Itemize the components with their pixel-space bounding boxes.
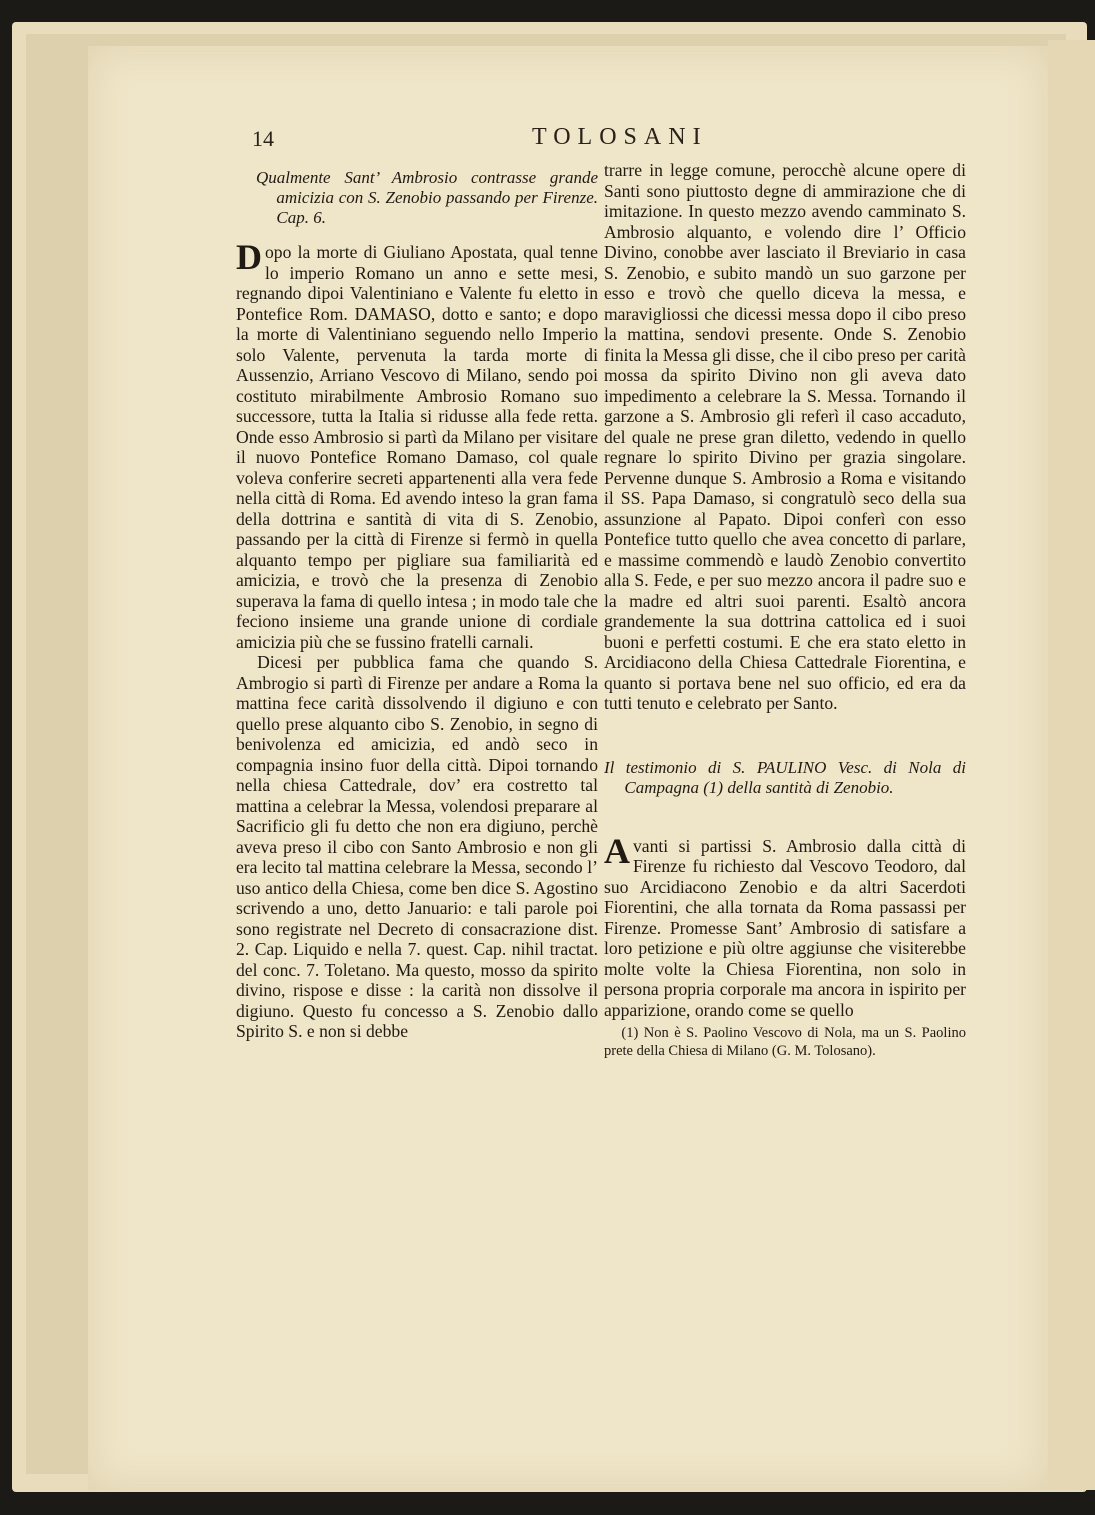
right-column [604, 160, 966, 1075]
facing-page-edge [1048, 40, 1095, 1490]
paragraph-text: opo la morte di Giuliano Apostata, qual tenne lo imperio Romano un anno e sette mesi, regnando dipoi Valentiniano e Valente fu eletto in Pontefice Rom. DAMASO, dotto e santo; e dopo la morte di Valentiniano seguendo nello Imperio solo Valente, pervenuta la tarda morte di Aussenzio, Arriano Vescovo di Milano, sendo poi costituto mirabilmente Ambrosio Romano suo successore, tutta la Italia si ridusse alla fede retta. Onde esso Ambrosio si partì da Milano per visitare il nuovo Pontefice Romano Damaso, col quale voleva conferire secreti appartenenti alla vera fede nella città di Roma. Ed avendo inteso la gran fama della dottrina e santità di vita di S. Zenobio, passando per la città di Firenze si fermò in quella alquanto tempo per pigliare sua familiarità ed amicizia, e trovò che la presenza di Zenobio superava la fama di quello intesa ; in modo tale che feciono insieme una grande unione di cordiale amicizia più che se fussino fratelli carnali. [236, 242, 598, 652]
drop-cap: A [604, 830, 630, 871]
drop-cap: D [236, 237, 262, 277]
page-number: 14 [252, 126, 274, 151]
page-header [252, 118, 972, 158]
section-heading: Il testimonio di S. PAULINO Vesc. di Nola di Campagna (1) della santità di Zenobio. [604, 757, 966, 797]
footnote: (1) Non è S. Paolino Vescovo di Nola, ma un S. Paolino prete della Chiesa di Milano (G. M. Tolosano). [604, 1025, 966, 1059]
paragraph: trarre in legge comune, perocchè alcune opere di Santi sono piuttosto degne di ammirazione che di imitazione. In questo mezzo avendo camminato S. Ambrosio alquanto, e volendo dire l’ Officio Divino, conobbe aver lasciato il Breviario in casa S. Zenobio, e subito mandò un suo garzone per esso e trovò che quello diceva la messa, e maravigliossi che dicessi messa dopo il cibo preso la mattina, sendovi presente. Onde S. Zenobio finita la Messa gli disse, che il cibo preso per carità mossa da spirito Divino non gli aveva dato impedimento a celebrare la S. Messa. Tornando il garzone a S. Ambrosio gli referì il caso accaduto, del quale ne prese gran diletto, vedendo in quello regnare lo spirito Divino per grazia singolare. Pervenne dunque S. Ambrosio a Roma e visitando il SS. Papa Damaso, si congratulò seco della sua assunzione al Papato. Dipoi conferì con esso Pontefice tutto quello che avea concetto di parlare, e massime commendò e laudò Zenobio convertito alla S. Fede, e per suo mezzo ancora il padre suo e la madre ed altri suoi parenti. Esaltò ancora grandemente la sua dottrina cattolica ed i suoi buoni e perfetti costumi. E che era stato eletto in Arcidiacono della Chiesa Cattedrale Fiorentina, e quanto si portava bene nel suo officio, ed era da tutti tenuto e celebrato per Santo. [604, 160, 966, 713]
running-head: TOLOSANI [532, 124, 708, 150]
left-column [236, 168, 598, 1042]
paragraph-text: vanti si partissi S. Ambrosio dalla città di Firenze fu richiesto dal Vescovo Teodoro, dal suo Arcidiacono Zenobio e da altri Sacerdoti Fiorentini, che alla tornata da Roma passassi per Firenze. Promesse Sant’ Ambrosio di satisfare a loro petizione e più oltre aggiunse che visiterebbe molte volte la Chiesa Fiorentina, non solo in persona propria corporale ma ancora in ispirito per apparizione, orando come se quello [604, 835, 966, 1020]
paragraph [604, 830, 966, 1021]
paragraph: Dicesi per pubblica fama che quando S. Ambrogio si partì di Firenze per andare a Roma la mattina fece carità dissolvendo il digiuno e con quello prese alquanto cibo S. Zenobio, in segno di benivolenza ed amicizia, ed andò seco in compagnia insino fuor della città. Dipoi tornando nella chiesa Cattedrale, dov’ era costretto tal mattina a celebrar la Messa, volendosi preparare al Sacrificio gli fu detto che non era digiuno, perchè aveva preso il cibo con Santo Ambrosio e non gli era lecito tal mattina celebrare la Messa, secondo l’ uso antico della Chiesa, come ben dice S. Agostino scrivendo a uno, detto Januario: e tali parole poi sono registrate nel Decreto di consacrazione dist. 2. Cap. Liquido e nella 7. quest. Cap. nihil tractat. del conc. 7. Toletano. Ma questo, mosso da spirito divino, rispose e disse : la carità non dissolve il digiuno. Questo fu concesso a S. Zenobio dallo Spirito S. e non si debbe [236, 652, 598, 1041]
chapter-heading: Qualmente Sant’ Ambrosio contrasse grande amicizia con S. Zenobio passando per Firenze. Cap. 6. [256, 168, 598, 227]
paragraph [236, 237, 598, 652]
